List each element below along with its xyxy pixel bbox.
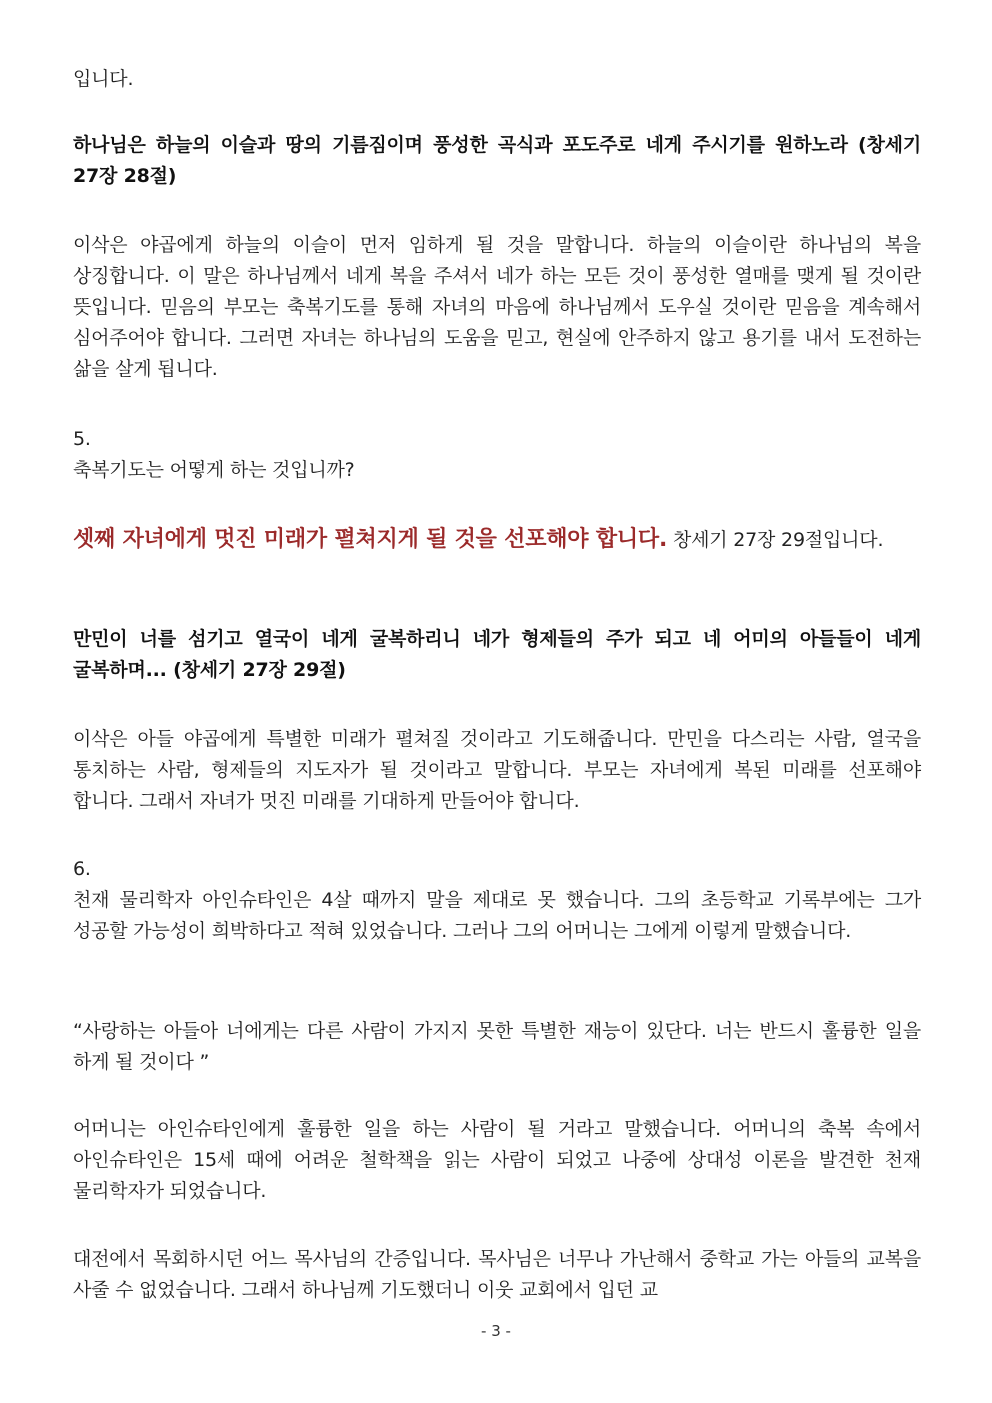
section-number-5: 5. (73, 428, 91, 450)
scripture-quote-genesis-27-28: 하나님은 하늘의 이슬과 땅의 기름짐이며 풍성한 곡식과 포도주로 네게 주시기를 원하노라 (창세기 27장 28절) (73, 134, 921, 187)
paragraph-special-future: 이삭은 아들 야곱에게 특별한 미래가 펼쳐질 것이라고 기도해줍니다. 만민을 다스리는 사람, 열국을 통치하는 사람, 형제들의 지도자가 될 것이라고 말합니다. 부모는 자녀에게 복된 미래를 선포해야 합니다. 그래서 자녀가 멋진 미래를 기대하게 만들어야 합니다. (73, 728, 921, 812)
paragraph-pastor-testimony: 대전에서 목회하시던 어느 목사님의 간증입니다. 목사님은 너무나 가난해서 중학교 가는 아들의 교복을 사줄 수 없었습니다. 그래서 하나님께 기도했더니 이웃 교회에서 입던 교 (73, 1248, 921, 1301)
section-number-6: 6. (73, 858, 91, 880)
question-how-to-bless: 축복기도는 어떻게 하는 것입니까? (73, 459, 355, 481)
paragraph-continuation: 입니다. (73, 68, 134, 90)
paragraph-third-point-ref: 창세기 27장 29절입니다. (667, 529, 884, 551)
highlight-third-point: 셋째 자녀에게 멋진 미래가 펼쳐지게 될 것을 선포해야 합니다. (73, 527, 668, 552)
quote-mother-words: “사랑하는 아들아 너에게는 다른 사람이 가지지 못한 특별한 재능이 있단다. 너는 반드시 훌륭한 일을 하게 될 것이다 ” (73, 1020, 921, 1073)
paragraph-einstein: 천재 물리학자 아인슈타인은 4살 때까지 말을 제대로 못 했습니다. 그의 초등학교 기록부에는 그가 성공할 가능성이 희박하다고 적혀 있었습니다. 그러나 그의 어머니는 그에게 이렇게 말했습니다. (73, 889, 921, 942)
paragraph-dew-of-heaven: 이삭은 야곱에게 하늘의 이슬이 먼저 임하게 될 것을 말합니다. 하늘의 이슬이란 하나님의 복을 상징합니다. 이 말은 하나님께서 네게 복을 주셔서 네가 하는 모든 것이 풍성한 열매를 맺게 될 것이란 뜻입니다. 믿음의 부모는 축복기도를 통해 자녀의 마음에 하나님께서 도우실 것이란 믿음을 계속해서 심어주어야 합니다. 그러면 자녀는 하나님의 도움을 믿고, 현실에 안주하지 않고 용기를 내서 도전하는 삶을 살게 됩니다. (73, 234, 921, 380)
scripture-quote-genesis-27-29: 만민이 너를 섬기고 열국이 네게 굴복하리니 네가 형제들의 주가 되고 네 어미의 아들들이 네게 굴복하며... (창세기 27장 29절) (73, 628, 921, 681)
paragraph-third-point (73, 524, 921, 556)
paragraph-mother-blessing: 어머니는 아인슈타인에게 훌륭한 일을 하는 사람이 될 거라고 말했습니다. 어머니의 축복 속에서 아인슈타인은 15세 때에 어려운 철학책을 읽는 사람이 되었고 나중에 상대성 이론을 발견한 천재 물리학자가 되었습니다. (73, 1118, 921, 1202)
page-number: - 3 - (481, 1322, 511, 1340)
